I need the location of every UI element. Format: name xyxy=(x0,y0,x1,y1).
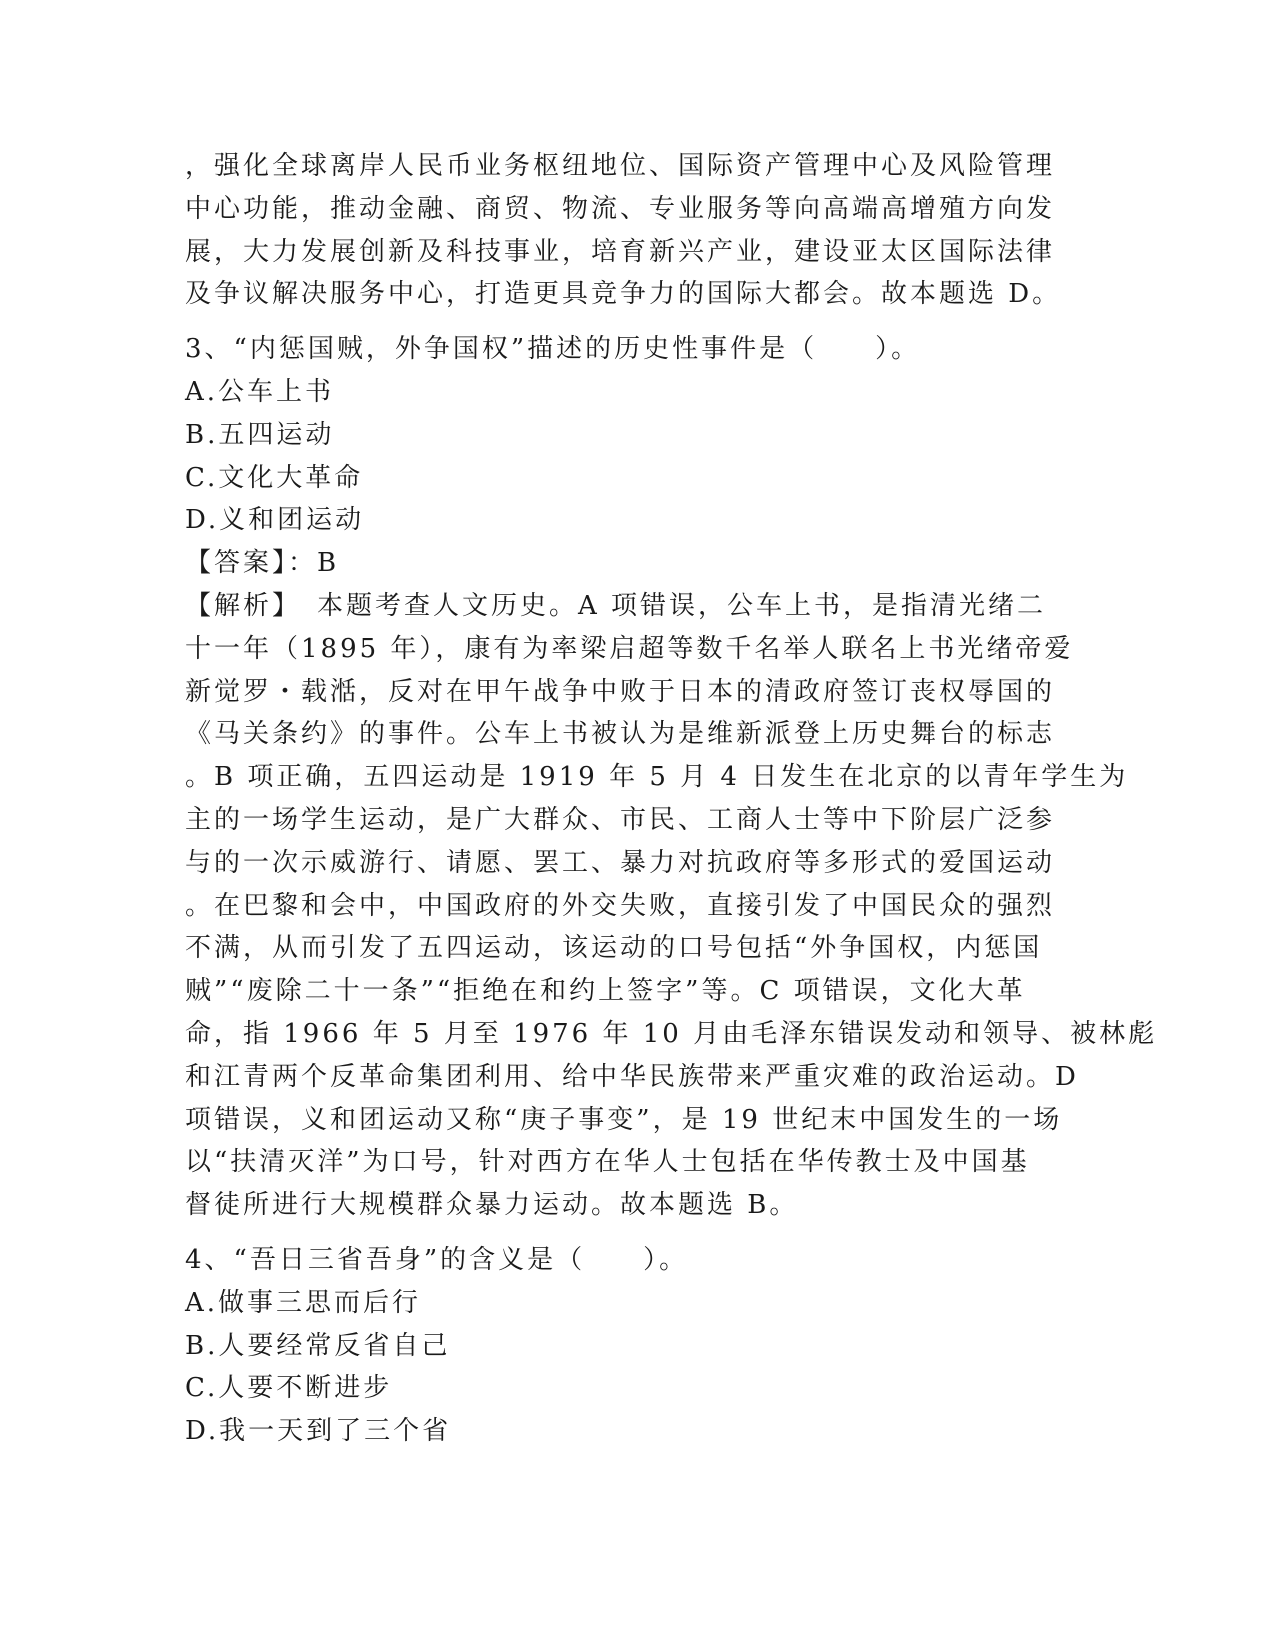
page-content xyxy=(185,145,1158,1453)
text-line: 和江青两个反革命集团利用、给中华民族带来严重灾难的政治运动。D xyxy=(185,1061,1079,1092)
text-line: 新觉罗・载湉，反对在甲午战争中败于日本的清政府签订丧权辱国的 xyxy=(185,676,1056,707)
option-a: A.公车上书 xyxy=(185,376,335,407)
previous-explanation-continuation xyxy=(185,145,1065,316)
text-line: 《马关条约》的事件。公车上书被认为是维新派登上历史舞台的标志 xyxy=(185,719,1056,750)
text-line: 十一年（1895 年），康有为率梁启超等数千名举人联名上书光绪帝爱 xyxy=(185,633,1074,664)
question-stem: 3、“内惩国贼，外争国权”描述的历史性事件是（ ）。 xyxy=(185,334,921,365)
question-4 xyxy=(185,1239,1065,1453)
option-c: C.人要不断进步 xyxy=(185,1373,393,1404)
text-line: ，强化全球离岸人民币业务枢纽地位、国际资产管理中心及风险管理 xyxy=(185,151,1056,181)
option-d: D.我一天到了三个省 xyxy=(185,1416,452,1447)
text-line: 贼”“废除二十一条”“拒绝在和约上签字”等。C 项错误，文化大革 xyxy=(185,976,1026,1007)
text-line: 及争议解决服务中心，打造更具竞争力的国际大都会。故本题选 D。 xyxy=(185,279,1062,310)
question-3 xyxy=(185,328,1158,1227)
text-line: 中心功能，推动金融、商贸、物流、专业服务等向高端高增殖方向发 xyxy=(185,193,1056,224)
explanation xyxy=(185,585,1158,1227)
option-c: C.文化大革命 xyxy=(185,462,364,493)
answer-label: 【答案】：B xyxy=(185,548,340,579)
text-line: 以“扶清灭洋”为口号，针对西方在华人士包括在华传教士及中国基 xyxy=(185,1147,1030,1178)
text-line: 不满，从而引发了五四运动，该运动的口号包括“外争国权，内惩国 xyxy=(185,933,1043,964)
text-line: 主的一场学生运动，是广大群众、市民、工商人士等中下阶层广泛参 xyxy=(185,804,1056,835)
text-line: 与的一次示威游行、请愿、罢工、暴力对抗政府等多形式的爱国运动 xyxy=(185,847,1056,878)
question-stem: 4、“吾日三省吾身”的含义是（ ）。 xyxy=(185,1244,689,1275)
option-b: B.人要经常反省自己 xyxy=(185,1330,451,1361)
text-line: 。B 项正确，五四运动是 1919 年 5 月 4 日发生在北京的以青年学生为 xyxy=(185,762,1129,793)
text-line: 命，指 1966 年 5 月至 1976 年 10 月由毛泽东错误发动和领导、被林彪 xyxy=(185,1018,1158,1049)
text-line: 【解析】 本题考查人文历史。A 项错误，公车上书，是指清光绪二 xyxy=(185,590,1047,621)
text-line: 项错误，义和团运动又称“庚子事变”，是 19 世纪末中国发生的一场 xyxy=(185,1104,1063,1135)
option-a: A.做事三思而后行 xyxy=(185,1287,422,1318)
option-b: B.五四运动 xyxy=(185,419,335,450)
text-line: 。在巴黎和会中，中国政府的外交失败，直接引发了中国民众的强烈 xyxy=(185,890,1056,921)
option-d: D.义和团运动 xyxy=(185,505,365,536)
text-line: 展，大力发展创新及科技事业，培育新兴产业，建设亚太区国际法律 xyxy=(185,236,1056,267)
text-line: 督徒所进行大规模群众暴力运动。故本题选 B。 xyxy=(185,1190,799,1221)
